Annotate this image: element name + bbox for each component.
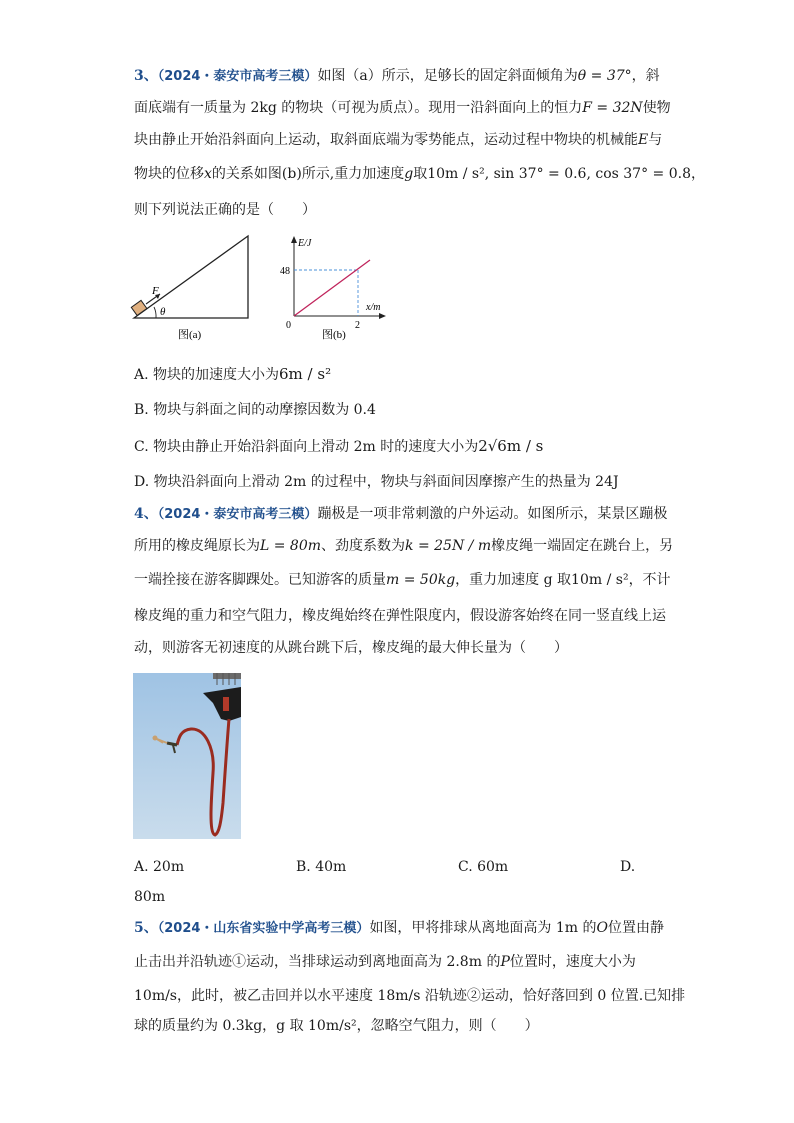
label-F: F — [152, 285, 159, 297]
q3-var-x: x — [204, 166, 212, 182]
y-tick-48: 48 — [280, 266, 290, 277]
q3-line-4 — [134, 164, 705, 184]
q3-line-5 — [134, 200, 316, 220]
q4-math-k: k = 25N / m — [405, 538, 492, 554]
q5-text-1a: 如图，甲将排球从离地面高为 1m 的 — [369, 920, 597, 936]
E-x-line — [294, 260, 370, 316]
q3-option-a[interactable] — [134, 364, 331, 385]
q4-option-d-value: 80m — [134, 889, 166, 905]
q3-option-c-math: 2√6m / s — [478, 437, 544, 455]
x-tick-2: 2 — [355, 320, 360, 331]
q4-math-m: m = 50kg — [386, 572, 456, 588]
q4-text-1: 蹦极是一项非常刺激的户外运动。如图所示，某景区蹦极 — [317, 506, 668, 522]
figure-b-graph — [278, 232, 398, 344]
q4-text-3b: ，重力加速度 g 取 — [455, 572, 572, 588]
q4-text-2b: 、劲度系数为 — [321, 538, 406, 554]
q5-line-3 — [134, 986, 685, 1006]
q3-line-3 — [134, 130, 662, 150]
q4-option-c-text: C. 60m — [458, 859, 509, 875]
q5-text-3: 10m/s，此时，被乙击回并以水平速度 18m/s 沿轨迹②运动，恰好落回到 0 位置.已知排 — [134, 988, 686, 1004]
q4-math-g: 10m / s² — [571, 572, 629, 588]
q4-option-b-text: B. 40m — [296, 859, 347, 875]
q4-line-3 — [134, 570, 671, 590]
q3-prompt: 则下列说法正确的是（ ） — [134, 202, 316, 218]
q4-source: （2024・泰安市高考三模） — [157, 507, 318, 522]
q3-text-4d: ， — [690, 166, 705, 182]
q3-math-F: F = 32N — [582, 100, 643, 116]
q4-prompt: 动，则游客无初速度的从跳台跳下后，橡皮绳的最大伸长量为（ ） — [134, 640, 568, 656]
origin-label: 0 — [286, 320, 291, 331]
q3-text-4a: 物块的位移 — [134, 166, 204, 182]
q3-option-b[interactable] — [134, 400, 376, 420]
q4-text-3a: 一端拴接在游客脚踝处。已知游客的质量 — [134, 572, 386, 588]
q3-option-d-text: D. 物块沿斜面向上滑动 2m 的过程中，物块与斜面间因摩擦产生的热量为 24J — [134, 474, 619, 490]
q4-line-5 — [134, 638, 568, 658]
q5-source: （2024・山东省实验中学高考三模） — [157, 921, 370, 936]
q3-option-c-text: C. 物块由静止开始沿斜面向上滑动 2m 时的速度大小为 — [134, 439, 479, 455]
q4-text-4: 橡皮绳的重力和空气阻力，橡皮绳始终在弹性限度内，假设游客始终在同一竖直线上运 — [134, 608, 666, 624]
q4-option-d-continued — [134, 887, 165, 907]
label-theta: θ — [160, 306, 166, 318]
q3-option-d[interactable] — [134, 472, 619, 492]
q3-text-3b: 与 — [648, 132, 663, 148]
q3-math-constants: 10m / s², sin 37° = 0.6, cos 37° = 0.8 — [427, 166, 691, 182]
q4-option-d-text: D. — [620, 859, 636, 875]
q4-math-L: L = 80m — [260, 538, 322, 554]
q4-option-c[interactable] — [458, 857, 508, 877]
caption-b: 图(b) — [322, 329, 346, 341]
q3-option-a-math: 6m / s² — [279, 365, 332, 383]
q3-text-1a: 如图（a）所示，足够长的固定斜面倾角为 — [317, 68, 578, 84]
q4-line-1 — [134, 504, 667, 525]
q4-text-2c: 橡皮绳一端固定在跳台上，另 — [491, 538, 674, 554]
q3-text-2b: 使物 — [642, 100, 671, 116]
q4-text-2a: 所用的橡皮绳原长为 — [134, 538, 260, 554]
q4-line-2 — [134, 536, 673, 556]
q5-var-P: P — [500, 954, 510, 970]
q3-line-1 — [134, 66, 660, 87]
q3-text-1b: ，斜 — [631, 68, 660, 84]
q3-text-4b: 的关系如图(b)所示,重力加速度 — [211, 166, 405, 182]
q4-option-d[interactable] — [620, 857, 635, 877]
q3-text-4c: 取 — [413, 166, 428, 182]
x-axis-label: x/m — [366, 302, 381, 313]
bungee-photo — [133, 673, 241, 839]
incline-triangle — [134, 236, 248, 318]
q3-var-g: g — [404, 166, 414, 182]
q5-line-1 — [134, 918, 664, 939]
q5-text-2a: 止击出并沿轨迹①运动，当排球运动到离地面高为 2.8m 的 — [134, 954, 501, 970]
q3-text-3a: 块由静止开始沿斜面向上运动，取斜面底端为零势能点，运动过程中物块的机械能 — [134, 132, 638, 148]
caption-a: 图(a) — [178, 329, 202, 341]
q5-line-2 — [134, 952, 636, 972]
q3-text-2: 面底端有一质量为 2kg 的物块（可视为质点）。现用一沿斜面向上的恒力 — [134, 100, 583, 116]
angle-arc — [154, 307, 156, 318]
q5-text-1b: 位置由静 — [608, 920, 665, 936]
x-arrowhead — [379, 313, 386, 319]
q3-var-E: E — [638, 132, 649, 148]
q5-var-O: O — [596, 920, 609, 936]
q5-text-2b: 位置时，速度大小为 — [509, 954, 636, 970]
q3-math-theta: θ = 37° — [577, 68, 632, 84]
q3-number: 3、 — [134, 68, 158, 84]
q4-text-3c: ，不计 — [628, 572, 671, 588]
q4-number: 4、 — [134, 506, 158, 522]
figure-a-incline — [128, 232, 258, 344]
q5-number: 5、 — [134, 920, 158, 936]
y-axis-label: E/J — [298, 238, 312, 249]
block — [131, 300, 147, 315]
q3-option-a-text: A. 物块的加速度大小为 — [134, 367, 280, 383]
q5-text-4: 球的质量约为 0.3kg，g 取 10m/s²，忽略空气阻力，则（ ） — [134, 1018, 539, 1034]
q4-option-a-text: A. 20m — [134, 859, 185, 875]
q4-option-b[interactable] — [296, 857, 346, 877]
q3-line-2 — [134, 98, 671, 118]
q5-line-4 — [134, 1016, 539, 1036]
q4-option-a[interactable] — [134, 857, 184, 877]
q4-line-4 — [134, 606, 666, 626]
q3-source: （2024・泰安市高考三模） — [157, 69, 318, 84]
q3-option-b-text: B. 物块与斜面之间的动摩擦因数为 0.4 — [134, 402, 376, 418]
y-arrowhead — [291, 236, 297, 243]
q3-option-c[interactable] — [134, 436, 543, 457]
